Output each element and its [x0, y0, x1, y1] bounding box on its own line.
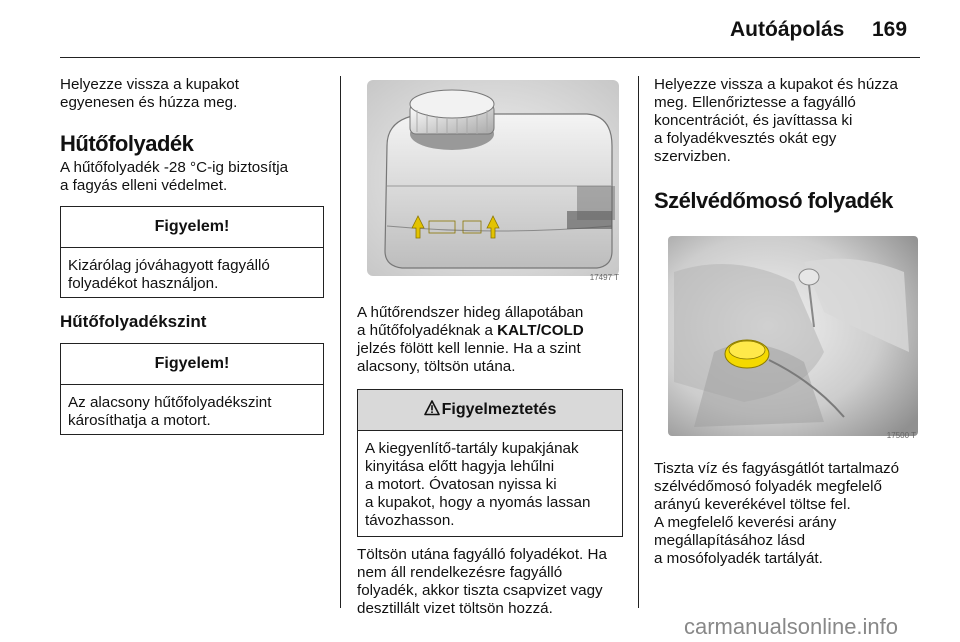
refill-text: Töltsön utána fagyálló folyadékot. Ha nem áll rendelkezésre fagyálló folyadék, akkor tiszta csapvizet vagy desztillált vizet töltsön hozzá. — [357, 546, 607, 617]
notice-body: Kizárólag jóváhagyott fagyálló folyadékot használjon. — [68, 257, 270, 292]
column-divider — [638, 76, 639, 608]
warning-box — [357, 389, 623, 537]
warning-header — [358, 390, 622, 431]
notice-box — [60, 206, 324, 298]
notice-title: Figyelem! — [61, 207, 323, 248]
kalt-cold-label: KALT/COLD — [497, 322, 584, 339]
figure-code: 17497 T — [589, 273, 619, 282]
column-divider — [340, 76, 341, 608]
page-title: Autóápolás — [730, 18, 845, 41]
coolant-level-heading: Hűtőfolyadékszint — [60, 312, 207, 331]
washer-fluid-heading: Szélvédőmosó folyadék — [654, 188, 893, 213]
coolant-reservoir-illustration — [357, 76, 625, 286]
column-3 — [654, 76, 922, 568]
washer-reservoir-illustration — [654, 232, 922, 444]
column-1 — [60, 76, 324, 435]
coolant-heading: Hűtőfolyadék — [60, 131, 194, 156]
figure-code: 17500 T — [886, 431, 916, 440]
washer-fluid-text: Tiszta víz és fagyásgátlót tartalmazó szélvédőmosó folyadék megfelelő arányú keverékével töltse fel. A megfelelő keverési arány megállapításához lásd a mosófolyadék tartályát. — [654, 460, 900, 567]
notice-body: Az alacsony hűtőfolyadékszint károsíthatja a motort. — [68, 394, 272, 429]
intro-text: Helyezze vissza a kupakot egyenesen és húzza meg. — [60, 76, 239, 111]
warning-body: A kiegyenlítő-tartály kupakjának kinyitása előtt hagyja lehűlni a motort. Óvatosan nyissa ki a kupakot, hogy a nyomás lassan távozhasson. — [365, 440, 591, 529]
page-number: 169 — [872, 18, 908, 41]
washer-reservoir-figure — [654, 232, 922, 444]
warning-title: Figyelmeztetés — [441, 401, 557, 418]
notice-title: Figyelem! — [61, 344, 323, 385]
coolant-text: A hűtőfolyadék -28 °C-ig biztosítja a fagyás elleni védelmet. — [60, 159, 289, 194]
column-2 — [357, 76, 625, 618]
watermark: carmanualsonline.info — [684, 614, 899, 639]
coolant-level-text: A hűtőrendszer hideg állapotában a hűtőfolyadéknak a KALT/COLD jelzés fölött kell lennie. Ha a szint alacsony, töltsön utána. — [357, 304, 584, 375]
warning-triangle-icon — [424, 400, 440, 416]
header-rule — [60, 57, 920, 58]
notice-box — [60, 343, 324, 435]
check-text: Helyezze vissza a kupakot és húzza meg. Ellenőriztesse a fagyálló koncentrációt, és javíttassa ki a folyadékvesztés okát egy szervizben. — [654, 76, 898, 165]
coolant-reservoir-figure — [357, 76, 625, 286]
